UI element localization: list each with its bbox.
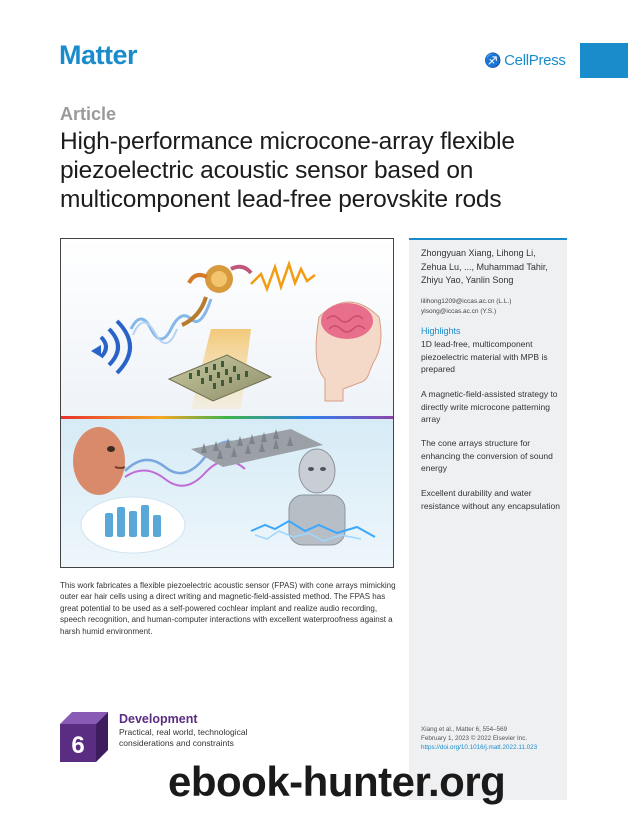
development-description: Practical, real world, technological considerations and constraints (119, 727, 248, 748)
publisher-logo[interactable] (484, 52, 566, 69)
email-1[interactable]: lilihong1209@iccas.ac.cn (L.L.) (421, 298, 512, 305)
article-title: High-performance microcone-array flexible piezoelectric acoustic sensor based on multicomponent lead-free perovskite rods (60, 128, 515, 213)
highlights-heading: Highlights (421, 326, 461, 336)
highlight-item: The cone arrays structure for enhancing the conversion of sound energy (421, 438, 553, 474)
development-level-number: 6 (71, 732, 85, 759)
email-2[interactable]: ylsong@iccas.ac.cn (Y.S.) (421, 307, 497, 315)
development-title: Development (119, 712, 198, 726)
header-accent-block (580, 43, 628, 78)
author-list: Zhongyuan Xiang, Lihong Li, Zehua Lu, ..., Muhammad Tahir, Zhiyu Yao, Yanlin Song (421, 248, 548, 285)
development-level-cube-icon (60, 712, 108, 762)
correspondence-emails (421, 297, 565, 316)
citation-block (421, 725, 565, 752)
sidebar-panel (409, 238, 567, 800)
cellpress-icon: ♐ (484, 52, 502, 68)
publication-date: February 1, 2023 © 2022 Elsevier Inc. (421, 735, 528, 742)
journal-name: Matter (59, 40, 138, 70)
human-face-icon (73, 427, 125, 495)
highlight-item: A magnetic-field-assisted strategy to directly write microcone patterning array (421, 389, 558, 425)
publisher-name: CellPress (504, 52, 566, 69)
figure-caption: This work fabricates a flexible piezoelectric acoustic sensor (FPAS) with cone arrays mimicking outer ear hair cells using a direct writing and magnetic-field-assisted method. The FPAS has great potential to be used as a self-powered cochlear implant and realize audio recording, speech recognition, and human-computer interactions with excellent waterproofness against a harsh humid environment. (60, 581, 396, 636)
article-type-label: Article (60, 104, 117, 124)
highlight-item: 1D lead-free, multicomponent piezoelectric material with MPB is prepared (421, 339, 548, 375)
citation-line: Xiang et al., Matter 6, 554–569 (421, 726, 508, 733)
watermark-text: ebook-hunter.org (168, 758, 506, 805)
highlight-item: Excellent durability and water resistance without any encapsulation (421, 488, 560, 511)
sidebar-top-rule (409, 238, 567, 240)
graphical-abstract (60, 238, 394, 568)
doi-link[interactable]: https://doi.org/10.1016/j.matt.2022.11.023 (421, 744, 538, 751)
